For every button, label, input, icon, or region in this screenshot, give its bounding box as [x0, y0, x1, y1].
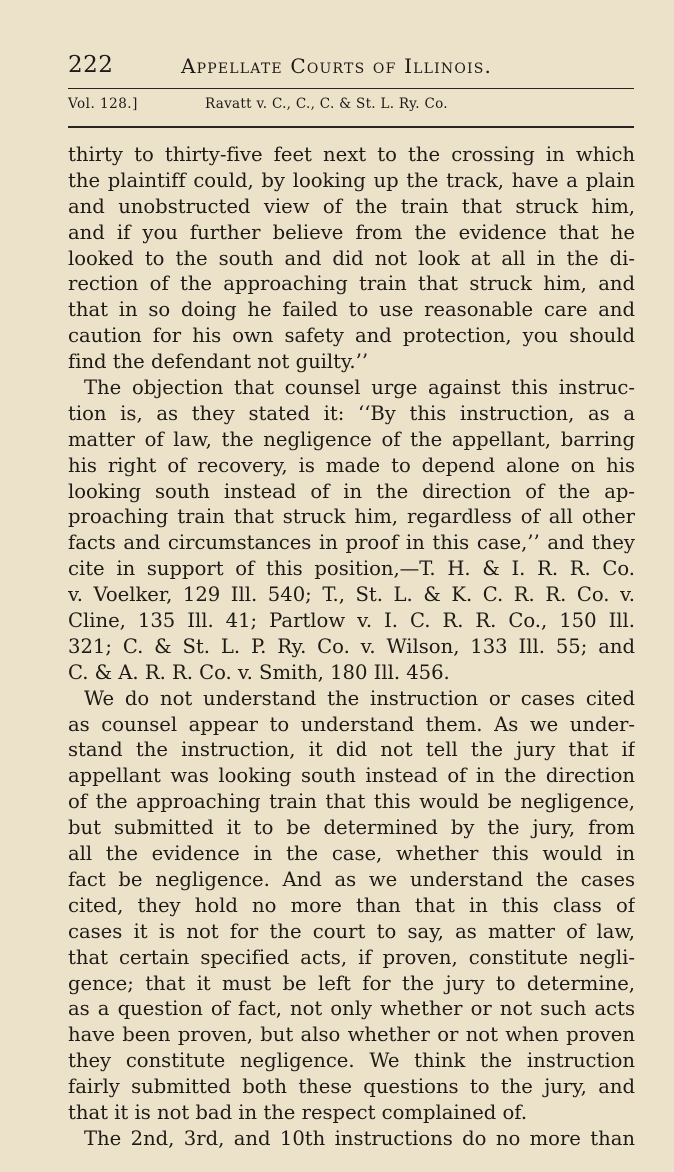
text-line: and if you further believe from the evidence that he [68, 220, 635, 244]
text-line: Cline, 135 Ill. 41; Partlow v. I. C. R. R. Co., 150 Ill. [68, 609, 635, 633]
text-line: that certain specified acts, if proven, constitute negli- [68, 945, 635, 969]
header-rule [68, 88, 634, 89]
volume-label: Vol. 128.] [68, 96, 138, 112]
text-line: 321; C. & St. L. P. Ry. Co. v. Wilson, 133 Ill. 55; and [68, 634, 635, 658]
text-line: proaching train that struck him, regardless of all other [68, 505, 635, 529]
text-line: and unobstructed view of the train that struck him, [68, 194, 635, 218]
text-line: cited, they hold no more than that in this class of [68, 893, 635, 917]
text-line: that in so doing he failed to use reasonable care and [68, 298, 635, 322]
case-header-rule [68, 126, 634, 128]
text-line: The objection that counsel urge against this instruc- [84, 376, 635, 400]
text-line: The 2nd, 3rd, and 10th instructions do no more than [84, 1126, 635, 1150]
text-line: stand the instruction, it did not tell the jury that if [68, 738, 635, 762]
text-line: gence; that it must be left for the jury to determine, [68, 971, 635, 995]
text-line: v. Voelker, 129 Ill. 540; T., St. L. & K. C. R. R. Co. v. [68, 583, 635, 607]
text-line: We do not understand the instruction or cases cited [84, 686, 635, 710]
text-line: but submitted it to be determined by the jury, from [68, 816, 635, 840]
body-text [68, 142, 635, 1152]
text-line: find the defendant not guilty.’’ [68, 350, 369, 374]
text-line: looked to the south and did not look at all in the di- [68, 246, 635, 270]
text-line: C. & A. R. R. Co. v. Smith, 180 Ill. 456. [68, 660, 450, 684]
text-line: cite in support of this position,—T. H. & I. R. R. Co. [68, 557, 635, 581]
case-header [68, 96, 634, 118]
text-line: his right of recovery, is made to depend alone on his [68, 453, 635, 477]
text-line: thirty to thirty-five feet next to the crossing in which [68, 143, 635, 166]
text-line: fairly submitted both these questions to the jury, and [68, 1075, 635, 1099]
case-name: Ravatt v. C., C., C. & St. L. Ry. Co. [205, 96, 448, 112]
text-line: rection of the approaching train that struck him, and [68, 272, 635, 296]
text-line: appellant was looking south instead of in the direction [68, 764, 635, 788]
text-line: of the approaching train that this would be negligence, [68, 790, 635, 814]
text-line: have been proven, but also whether or not when proven [68, 1023, 635, 1047]
text-line: tion is, as they stated it: ‘‘By this instruction, as a [68, 401, 635, 425]
text-line: as a question of fact, not only whether or not such acts [68, 997, 635, 1021]
page-number: 222 [68, 52, 114, 78]
text-line: matter of law, the negligence of the appellant, barring [68, 427, 635, 451]
running-title: Appellate Courts of Illinois. [181, 54, 493, 78]
text-line: as counsel appear to understand them. As we under- [68, 712, 635, 736]
text-line: cases it is not for the court to say, as matter of law, [68, 919, 635, 943]
text-line: facts and circumstances in proof in this case,’’ and they [68, 531, 635, 555]
text-line: fact be negligence. And as we understand the cases [68, 867, 635, 891]
page-header [68, 52, 634, 84]
text-line: caution for his own safety and protection, you should [68, 324, 635, 348]
text-line: that it is not bad in the respect complained of. [68, 1100, 528, 1124]
text-line: all the evidence in the case, whether this would in [68, 842, 635, 866]
text-line: the plaintiff could, by looking up the track, have a plain [68, 168, 635, 192]
text-line: looking south instead of in the direction of the ap- [68, 479, 635, 503]
text-line: they constitute negligence. We think the instruction [68, 1049, 635, 1073]
